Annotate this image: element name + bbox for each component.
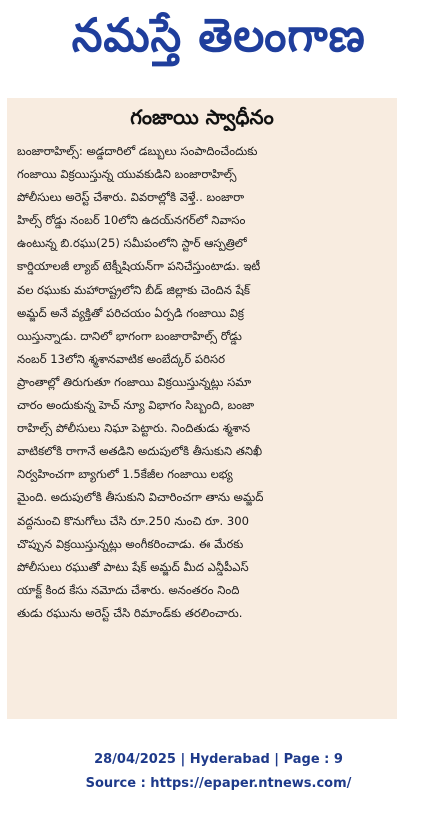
article-line: రాహిల్స్‌ పోలీసులు నిఘా పెట్టారు. నిందితుడు శ్మశాన [17,421,251,436]
article-line: వాటికలోకి రాగానే అతడిని అదుపులోకి తీసుకుని తనిఖీ [17,444,263,459]
article-line: పోలీసులు అరెస్ట్‌ చేశారు. వివరాల్లోకి వెళ్తే.. బంజారా [17,190,245,205]
edition-info: 28/04/2025 | Hyderabad | Page : 9 [94,752,343,767]
article-line: తుడు రఘును అరెస్ట్‌ చేసి రిమాండ్‌కు తరలించారు. [17,605,243,620]
article-line: ఉంటున్న బి.రఘు(25) సమీపంలోని స్టార్‌ ఆస్పత్రిలో [17,236,247,251]
article-line: చొప్పున విక్రయిస్తున్నట్లు అంగీకరించాడు. ఈ మేరకు [17,536,244,551]
article-line: వల రఘుకు మహారాష్ట్రలోని బీడ్‌ జిల్లాకు చెందిన షేక్‌ [17,282,250,297]
article-line: ప్రాంతాల్లో తిరుగుతూ గంజాయి విక్రయిస్తున్నట్లు సమా [17,374,252,389]
article-headline: గంజాయి స్వాధీనం [130,105,274,129]
article-line: మైంది. అదుపులోకి తీసుకుని విచారించగా తాను అమ్జద్‌ [17,490,264,505]
article-line: చారం అందుకున్న హెచ్‌ న్యూ విభాగం సిబ్బంది, బంజా [17,398,255,413]
article-line: కార్డియాలజీ ల్యాబ్‌ టెక్నీషియన్‌గా పనిచేస్తుంటాడు. ఇటీ [17,259,261,274]
article-line: నిర్వహించగా బ్యాగులో 1.5కేజీల గంజాయి లభ్య [17,467,233,482]
article-line: యిస్తున్నాడు. దానిలో భాగంగా బంజారాహిల్స్‌ రోడ్డు [17,328,242,343]
article-line: వద్దనుంచి కొనుగోలు చేసి రూ.250 నుంచి రూ. 300 [17,513,250,528]
news-clipping [7,98,397,719]
article-line: అమ్జద్‌ అనే వ్యక్తితో పరిచయం ఏర్పడి గంజాయి విక్ర [17,305,244,320]
source-link[interactable]: Source : https://epaper.ntnews.com/ [85,776,352,791]
article-line: హిల్స్‌ రోడ్డు నంబర్‌ 10లోని ఉదయ్‌నగర్‌లో నివాసం [17,213,246,228]
article-body [17,140,387,625]
article-line: నంబర్‌ 13లోని శ్మశానవాటిక అంబేద్కర్‌ పరిసర [17,351,225,366]
article-line: యాక్ట్‌ కింద కేసు నమోదు చేశారు. అనంతరం నింది [17,582,240,597]
article-line: బంజారాహిల్స్‌: అడ్డదారిలో డబ్బులు సంపాదించేందుకు [17,144,258,158]
masthead-logo-text: నమస్తే తెలంగాణ [71,8,366,62]
article-line: గంజాయి విక్రయిస్తున్న యువకుడిని బంజారాహిల్స్‌ [17,167,237,182]
newspaper-masthead [0,0,437,82]
article-line: పోలీసులు రఘుతో పాటు షేక్‌ అమ్జద్‌ మీద ఎన్డీపీఎస్‌ [17,559,249,574]
